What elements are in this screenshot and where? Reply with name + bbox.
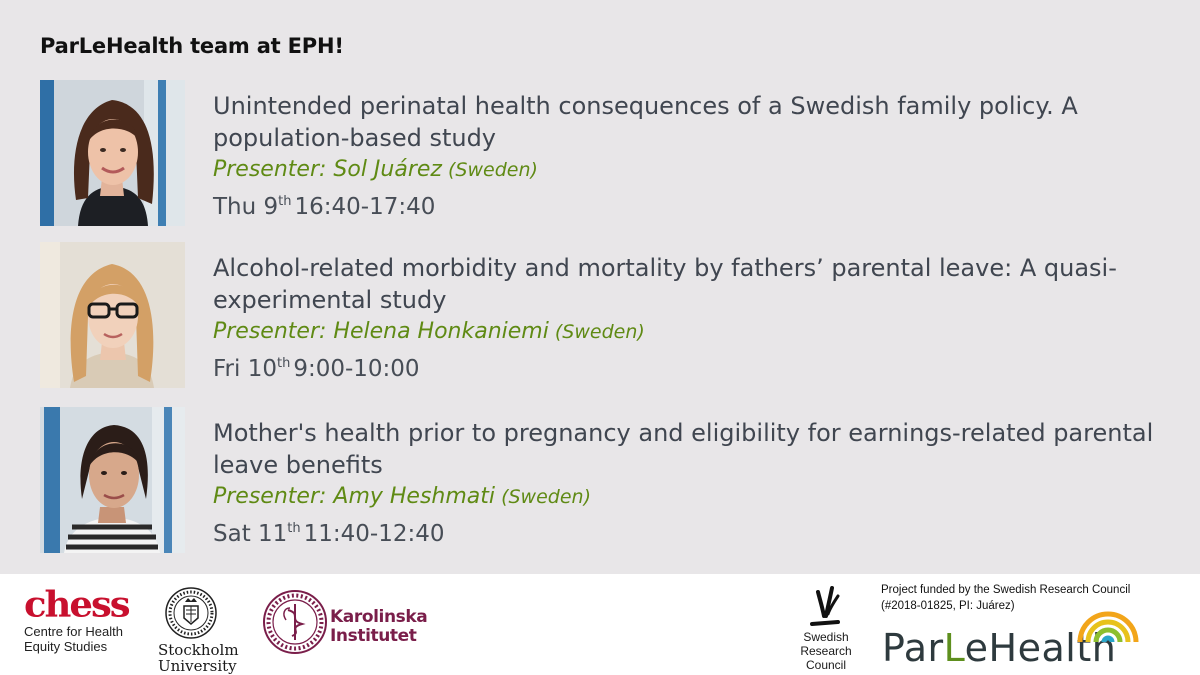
parlehealth-part-e: e	[964, 626, 989, 670]
talk-title: Alcohol-related morbidity and mortality by fathers’ parental leave: A quasi-experimental study	[213, 254, 1117, 314]
chess-wordmark: chess	[24, 583, 129, 625]
karolinska-line1: Karolinska	[330, 607, 428, 627]
talk-day: Thu 9	[213, 194, 279, 220]
chess-subtitle-line2: Equity Studies	[24, 639, 108, 654]
funding-line2: (#2018-01825, PI: Juárez)	[881, 600, 1015, 612]
presenter-country: (Sweden)	[441, 159, 538, 181]
karolinska-line2: Institutet	[330, 626, 417, 646]
presenter-name: Presenter: Amy Heshmati	[213, 484, 496, 509]
talk-title: Mother's health prior to pregnancy and eligibility for earnings-related parental leave benefits	[213, 419, 1154, 479]
talk-item	[40, 242, 1180, 388]
talk-time	[213, 186, 1173, 223]
presenter-photo	[40, 80, 185, 226]
talk-day-suffix: th	[276, 356, 291, 371]
karolinska-seal-icon	[262, 586, 328, 658]
talk-hours: 9:00-10:00	[293, 356, 420, 382]
research-council-mark-icon	[808, 586, 844, 628]
research-council-line2: Research Council	[800, 644, 852, 672]
parlehealth-part-health: Health	[988, 626, 1117, 670]
swedish-research-council-logo	[780, 586, 872, 674]
stockholm-seal-icon	[164, 586, 218, 640]
presenter-photo	[40, 407, 185, 553]
talk-day-suffix: th	[278, 194, 292, 209]
talk-day: Sat 11	[213, 521, 288, 547]
talk-day: Fri 10	[213, 356, 277, 382]
karolinska-logo	[262, 586, 432, 666]
talk-time	[213, 513, 1173, 550]
talk-item	[40, 407, 1180, 553]
talk-presenter	[213, 154, 1173, 186]
logo-footer	[0, 574, 1200, 675]
talk-presenter	[213, 481, 1173, 513]
chess-logo	[24, 583, 134, 654]
talk-day-suffix: th	[287, 521, 301, 536]
presenter-name: Presenter: Sol Juárez	[213, 157, 442, 182]
talk-hours: 16:40-17:40	[294, 194, 436, 220]
rainbow-arc-icon	[1074, 598, 1140, 648]
talk-title: Unintended perinatal health consequences of a Swedish family policy. A population-based study	[213, 92, 1078, 152]
talk-time	[213, 348, 1173, 385]
presenter-name: Presenter: Helena Honkaniemi	[213, 319, 549, 344]
chess-subtitle-line1: Centre for Health	[24, 624, 123, 639]
talk-hours: 11:40-12:40	[303, 521, 445, 547]
parlehealth-part-l: L	[943, 626, 965, 670]
parlehealth-logo	[880, 616, 1150, 672]
presenter-photo	[40, 242, 185, 388]
presenter-country: (Sweden)	[495, 486, 591, 508]
slide-title: ParLeHealth team at EPH!	[40, 34, 344, 58]
talk-presenter	[213, 316, 1173, 348]
parlehealth-part-par: Par	[882, 626, 944, 670]
research-council-line1: Swedish	[803, 630, 849, 644]
stockholm-line1: Stockholm	[158, 641, 239, 659]
stockholm-line2: University	[158, 657, 237, 675]
presenter-country: (Sweden)	[548, 321, 645, 343]
talk-item	[40, 80, 1180, 226]
funding-line1: Project funded by the Swedish Research Council	[881, 584, 1131, 596]
